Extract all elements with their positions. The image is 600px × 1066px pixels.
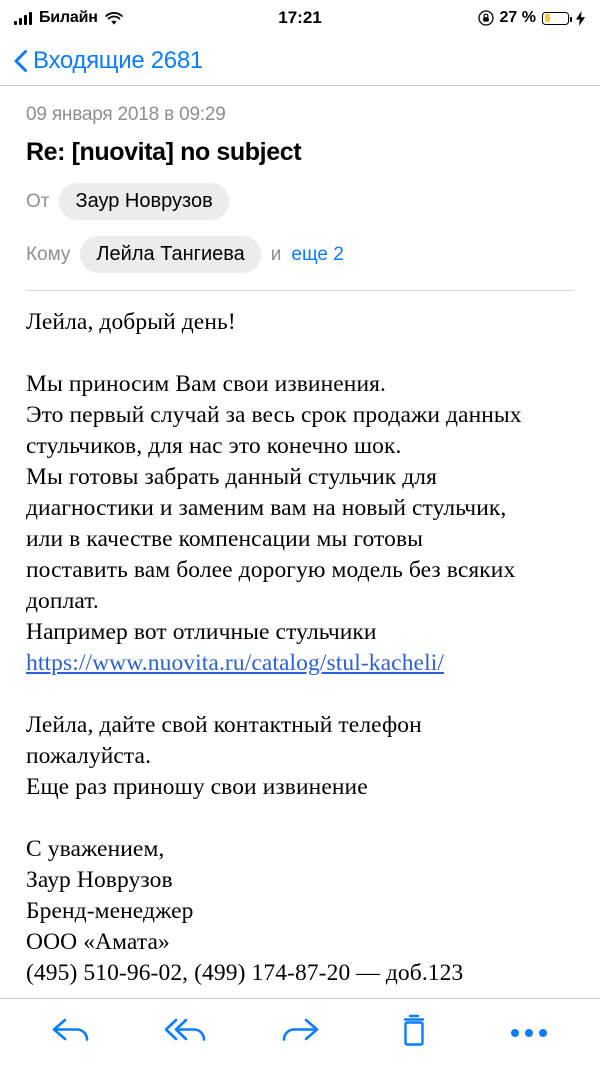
carrier-label: Билайн (39, 9, 98, 26)
mail-body (0, 291, 600, 986)
back-button-label: Входящие 2681 (33, 46, 203, 74)
recipients-more-link[interactable]: еще 2 (291, 243, 344, 265)
trash-icon (399, 1013, 429, 1052)
body-line: Например вот отличные стульчики (26, 619, 377, 645)
to-label: Кому (26, 243, 71, 265)
mail-toolbar (0, 998, 600, 1066)
status-time: 17:21 (278, 8, 322, 27)
status-bar (0, 0, 600, 36)
reply-all-arrow-icon (164, 1015, 208, 1050)
more-dots-icon (511, 1029, 547, 1037)
body-line: доплат. (26, 588, 99, 614)
reply-button[interactable] (42, 1011, 100, 1055)
from-contact-chip[interactable]: Заур Новрузов (59, 183, 228, 220)
body-blank-line (26, 338, 574, 369)
mail-subject: Re: [nuovita] no subject (26, 138, 302, 166)
body-line: Бренд-менеджер (26, 898, 194, 924)
from-row (26, 183, 574, 220)
body-line: ООО «Амата» (26, 929, 170, 955)
battery-icon (542, 12, 569, 25)
body-line: Заур Новрузов (26, 867, 173, 893)
body-line: диагностики и заменим вам на новый стульчик, (26, 495, 507, 521)
body-line: Лейла, добрый день! (26, 309, 236, 335)
recipients-more-prefix: и (270, 243, 282, 265)
reply-all-button[interactable] (157, 1011, 215, 1055)
body-line: Мы приносим Вам свои извинения. (26, 371, 387, 397)
body-line: пожалуйста. (26, 743, 152, 769)
chevron-left-icon (14, 50, 27, 72)
body-line: или в качестве компенсации мы готовы (26, 526, 424, 552)
body-hyperlink[interactable]: https://www.nuovita.ru/catalog/stul-kacheli/ (26, 650, 444, 676)
more-button[interactable] (500, 1011, 558, 1055)
mail-header (0, 86, 600, 273)
body-line: (495) 510-96-02, (499) 174-87-20 — доб.123 (26, 960, 464, 986)
navigation-bar (0, 36, 600, 86)
body-line: поставить вам более дорогую модель без всяких (26, 557, 516, 583)
battery-percent-label: 27 % (499, 9, 536, 26)
forward-arrow-icon (280, 1015, 320, 1050)
body-line: стульчиков, для нас это конечно шок. (26, 433, 402, 459)
body-line: Лейла, дайте свой контактный телефон (26, 712, 422, 738)
body-blank-line (26, 803, 574, 834)
body-line: Еще раз приношу свои извинение (26, 774, 368, 800)
delete-button[interactable] (385, 1011, 443, 1055)
to-contact-chip[interactable]: Лейла Тангиева (80, 236, 260, 273)
back-button[interactable] (14, 47, 203, 75)
body-blank-line (26, 679, 574, 710)
to-row (26, 236, 574, 273)
body-line: С уважением, (26, 836, 165, 862)
from-label: От (26, 190, 50, 212)
reply-arrow-icon (51, 1015, 91, 1050)
mail-date: 09 января 2018 в 09:29 (26, 104, 226, 125)
body-line: Это первый случай за весь срок продажи данных (26, 402, 522, 428)
forward-button[interactable] (271, 1011, 329, 1055)
body-line: Мы готовы забрать данный стульчик для (26, 464, 438, 490)
